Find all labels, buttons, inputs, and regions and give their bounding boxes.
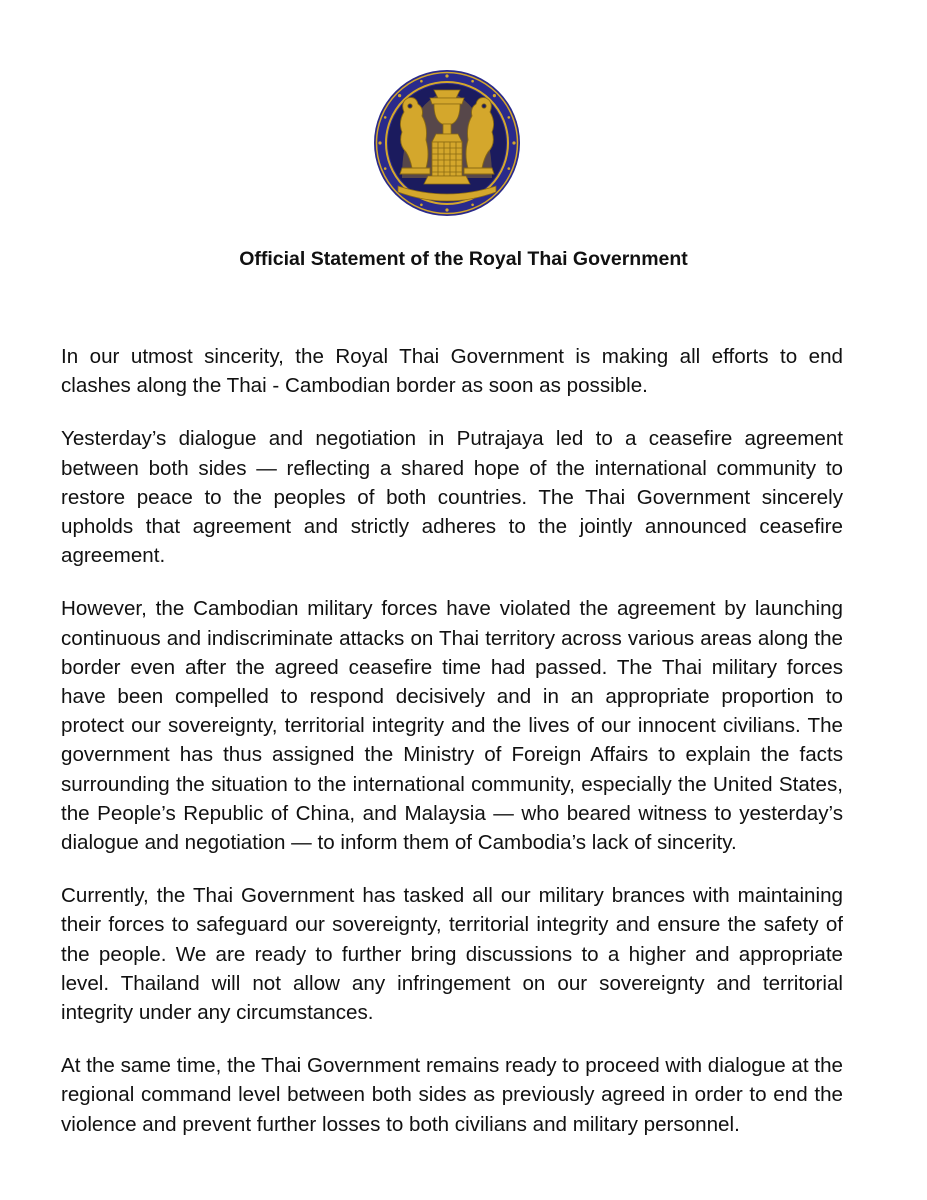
paragraph: In our utmost sincerity, the Royal Thai Government is making all efforts to end clashes along the Thai - Cambodian border as soon as possible. <box>61 345 843 398</box>
page-title: Official Statement of the Royal Thai Government <box>239 248 688 270</box>
paragraph: Currently, the Thai Government has tasked all our military brances with maintaining their forces to safeguard our sovereignty, territorial integrity and ensure the safety of the people. We are ready to further bring discussions to a higher and appropriate level. Thailand will not allow any infringement on our sovereignty and territorial integrity under any circumstances. <box>61 884 843 1025</box>
paragraph: However, the Cambodian military forces have violated the agreement by launching continuous and indiscriminate attacks on Thai territory across various areas along the border even after the agreed ceasefire time had passed. The Thai military forces have been compelled to respond decisively and in an appropriate proportion to protect our sovereignty, territorial integrity and the lives of our innocent civilians. The government has thus assigned the Ministry of Foreign Affairs to explain the facts surrounding the situation to the international community, especially the United States, the People’s Republic of China, and Malaysia — who beared witness to yesterday’s dialogue and negotiation — to inform them of Cambodia’s lack of sincerity. <box>61 597 843 855</box>
paragraph: Yesterday’s dialogue and negotiation in Putrajaya led to a ceasefire agreement between both sides — reflecting a shared hope of the international community to restore peace to the peoples of both countries. The Thai Government sincerely upholds that agreement and strictly adheres to the jointly announced ceasefire agreement. <box>61 427 843 568</box>
thai-government-seal-icon <box>372 68 522 218</box>
paragraph: At the same time, the Thai Government remains ready to proceed with dialogue at the regional command level between both sides as previously agreed in order to end the violence and prevent further losses to both civilians and military personnel. <box>61 1054 843 1136</box>
statement-body <box>61 342 843 1139</box>
